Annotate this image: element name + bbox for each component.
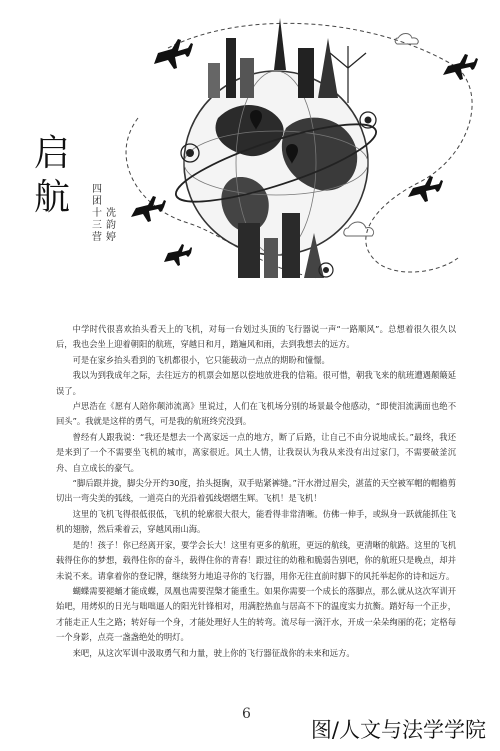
article-body: [56, 322, 456, 661]
author-char: 婷: [106, 232, 116, 243]
paragraph: 可是在家乡抬头看到的飞机都很小，它只能载动一点点的期盼和憧憬。: [72, 354, 330, 365]
paragraph: 是的！孩子！你已经离开家，要学会长大！这里有更多的航班，更远的航线，更清晰的航路。这里的飞机载得住你的梦想，载得住你的奋斗，载得住你的青春！跟过往的幼稚和脆弱告别吧，你的航班只是晚点，却并未说不来。请拿着你的登记牌，继续努力地追寻你的飞行器，用你无往直前时脚下的风托举起你的诗和远方。: [56, 539, 456, 581]
page-number: 6: [242, 706, 251, 722]
paragraph: 这里的飞机飞得很低很低，飞机的轮廓很大很大，能看得非常清晰。仿佛一伸手，或纵身一跃就能抓住飞机的翅膀，然后乘着云，穿越风雨山海。: [56, 508, 456, 535]
paragraph: 卢思浩在《愿有人陪你颠沛流离》里说过，人们在飞机场分别的场景最令他感动，“即使泪流满面也绝不回头”。我就是这样的勇气，可是我的航班终究没到。: [56, 401, 456, 427]
author-unit: [92, 184, 102, 244]
paragraph: 来吧，从这次军训中汲取勇气和力量，驶上你的飞行器征战你的未来和远方。: [72, 647, 355, 658]
paragraph: 蝴蝶需要褪蛹才能成蝶，凤凰也需要涅槃才能重生。如果你需要一个成长的落脚点，那么就从这次军训开始吧，用烤炽的日光与咄咄逼人的阳光针锋相对，用满腔热血与居高不下的温度实力抗衡。踏好每一个正步，才能走正人生之路；转好每一个身，才能处理好人生的转弯。流尽每一滴汗水，开成一朵朵绚丽的花；定格每一个身影，点亮一盏盏绝处的明灯。: [56, 585, 456, 643]
unit-char: 三: [92, 220, 102, 231]
paragraph: 曾经有人跟我说：“我还是想去一个离家远一点的地方，断了后路，让自己不由分说地成长。”最终，我还是来到了一个不需要坐飞机的城市，离家很近。风土人情，让我误认为我从来没有出过家门，不需要破釜沉舟、自立成长的豪气。: [56, 431, 456, 473]
author-char: 韵: [106, 220, 116, 231]
article-title: [34, 132, 70, 220]
author-name: [106, 208, 116, 244]
image-credit-watermark: 图/人文与法学学院: [307, 712, 490, 746]
unit-char: 十: [92, 208, 102, 219]
author-char: 冼: [106, 208, 116, 219]
paragraph: “脚后跟并拢，脚尖分开约30度，抬头挺胸，双手贴紧裤缝。”汗水滑过眉尖，湛蓝的天空被军帽的帽檐剪切出一弯尖美的弧线，一道亮白的光沿着弧线熠熠生辉。飞机！是飞机！: [56, 478, 456, 504]
paragraph: 中学时代很喜欢抬头看天上的飞机，对每一台划过头顶的飞行器说一声“一路顺风”。总想着很久很久以后，我也会坐上迎着朝阳的航班，穿越日和月，踏遍风和雨，去到我想去的远方。: [56, 324, 456, 350]
paragraph: 我以为到我成年之际，去往远方的机票会如愿以偿地放进我的信箱。很可惜，朝我飞来的航班遭遇颠簸延误了。: [56, 370, 456, 396]
travel-illustration: [18, 8, 488, 293]
unit-char: 营: [92, 232, 102, 243]
unit-char: 团: [92, 196, 102, 207]
unit-char: 四: [92, 184, 102, 195]
globe-icon: [169, 71, 382, 255]
title-char: 启: [34, 133, 71, 174]
title-char: 航: [34, 177, 71, 218]
header-banner: [0, 0, 500, 292]
